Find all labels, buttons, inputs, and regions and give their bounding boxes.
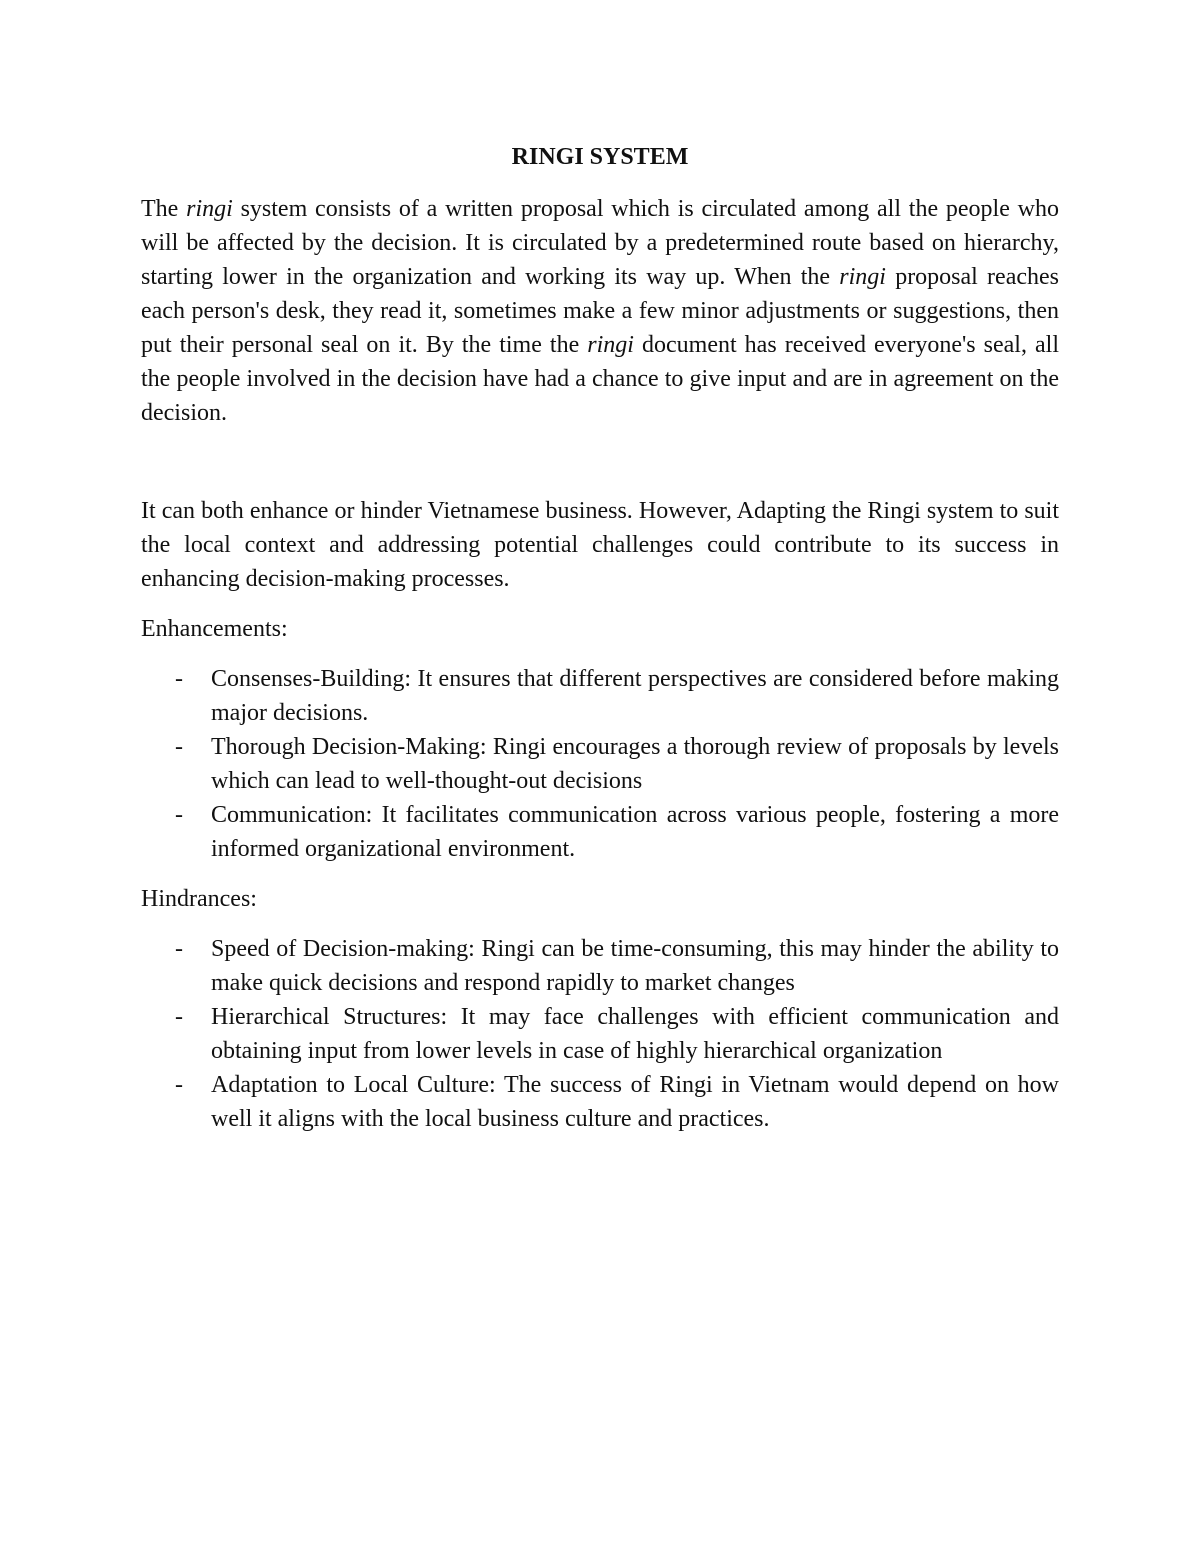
document-title: RINGI SYSTEM	[511, 144, 689, 170]
bullet-dash: -	[175, 734, 183, 760]
list-item	[141, 730, 1059, 798]
list-item-text: Thorough Decision-Making: Ringi encourages a thorough review of proposals by levels which can lead to well-thought-out decisions	[211, 734, 1059, 794]
intro-paragraph	[141, 192, 1059, 430]
bullet-dash: -	[175, 936, 183, 962]
list-item	[141, 1068, 1059, 1136]
document-page	[141, 140, 1059, 1152]
enhancements-heading: Enhancements:	[141, 616, 288, 642]
list-item-text: Speed of Decision-making: Ringi can be time-consuming, this may hinder the ability to make quick decisions and respond rapidly to market changes	[211, 936, 1059, 996]
bullet-dash: -	[175, 666, 183, 692]
list-item-text: Adaptation to Local Culture: The success of Ringi in Vietnam would depend on how well it aligns with the local business culture and practices.	[211, 1072, 1059, 1132]
list-item	[141, 1000, 1059, 1068]
list-item	[141, 662, 1059, 730]
intro-italic-ringi-1: ringi	[186, 196, 233, 222]
list-item-text: Hierarchical Structures: It may face challenges with efficient communication and obtaining input from lower levels in case of highly hierarchical organization	[211, 1004, 1059, 1064]
bullet-dash: -	[175, 1004, 183, 1030]
intro-text-1: The	[141, 196, 187, 222]
enhancements-list	[141, 662, 1059, 866]
bullet-dash: -	[175, 1072, 183, 1098]
summary-paragraph: It can both enhance or hinder Vietnamese business. However, Adapting the Ringi system to suit the local context and addressing potential challenges could contribute to its success in enhancing decision-making processes.	[141, 498, 1059, 592]
hindrances-heading: Hindrances:	[141, 886, 257, 912]
intro-text-3: proposal reaches each person's desk, they read it, sometimes make a few minor adjustments or suggestions, then put their personal seal on it. By the time the	[141, 264, 1060, 358]
intro-italic-ringi-2: ringi	[839, 264, 886, 290]
list-item	[141, 798, 1059, 866]
intro-text-2: system consists of a written proposal which is circulated among all the people who will be affected by the decision. It is circulated by a predetermined route based on hierarchy, starting lower in the organization and working its way up. When the	[141, 196, 1060, 290]
intro-italic-ringi-3: ringi	[587, 332, 634, 358]
list-item-text: Consenses-Building: It ensures that different perspectives are considered before making major decisions.	[211, 666, 1059, 726]
list-item	[141, 932, 1059, 1000]
list-item-text: Communication: It facilitates communication across various people, fostering a more informed organizational environment.	[211, 802, 1059, 862]
hindrances-list	[141, 932, 1059, 1136]
bullet-dash: -	[175, 802, 183, 828]
intro-text-4: document has received everyone's seal, all the people involved in the decision have had a chance to give input and are in agreement on the decision.	[141, 332, 1060, 426]
